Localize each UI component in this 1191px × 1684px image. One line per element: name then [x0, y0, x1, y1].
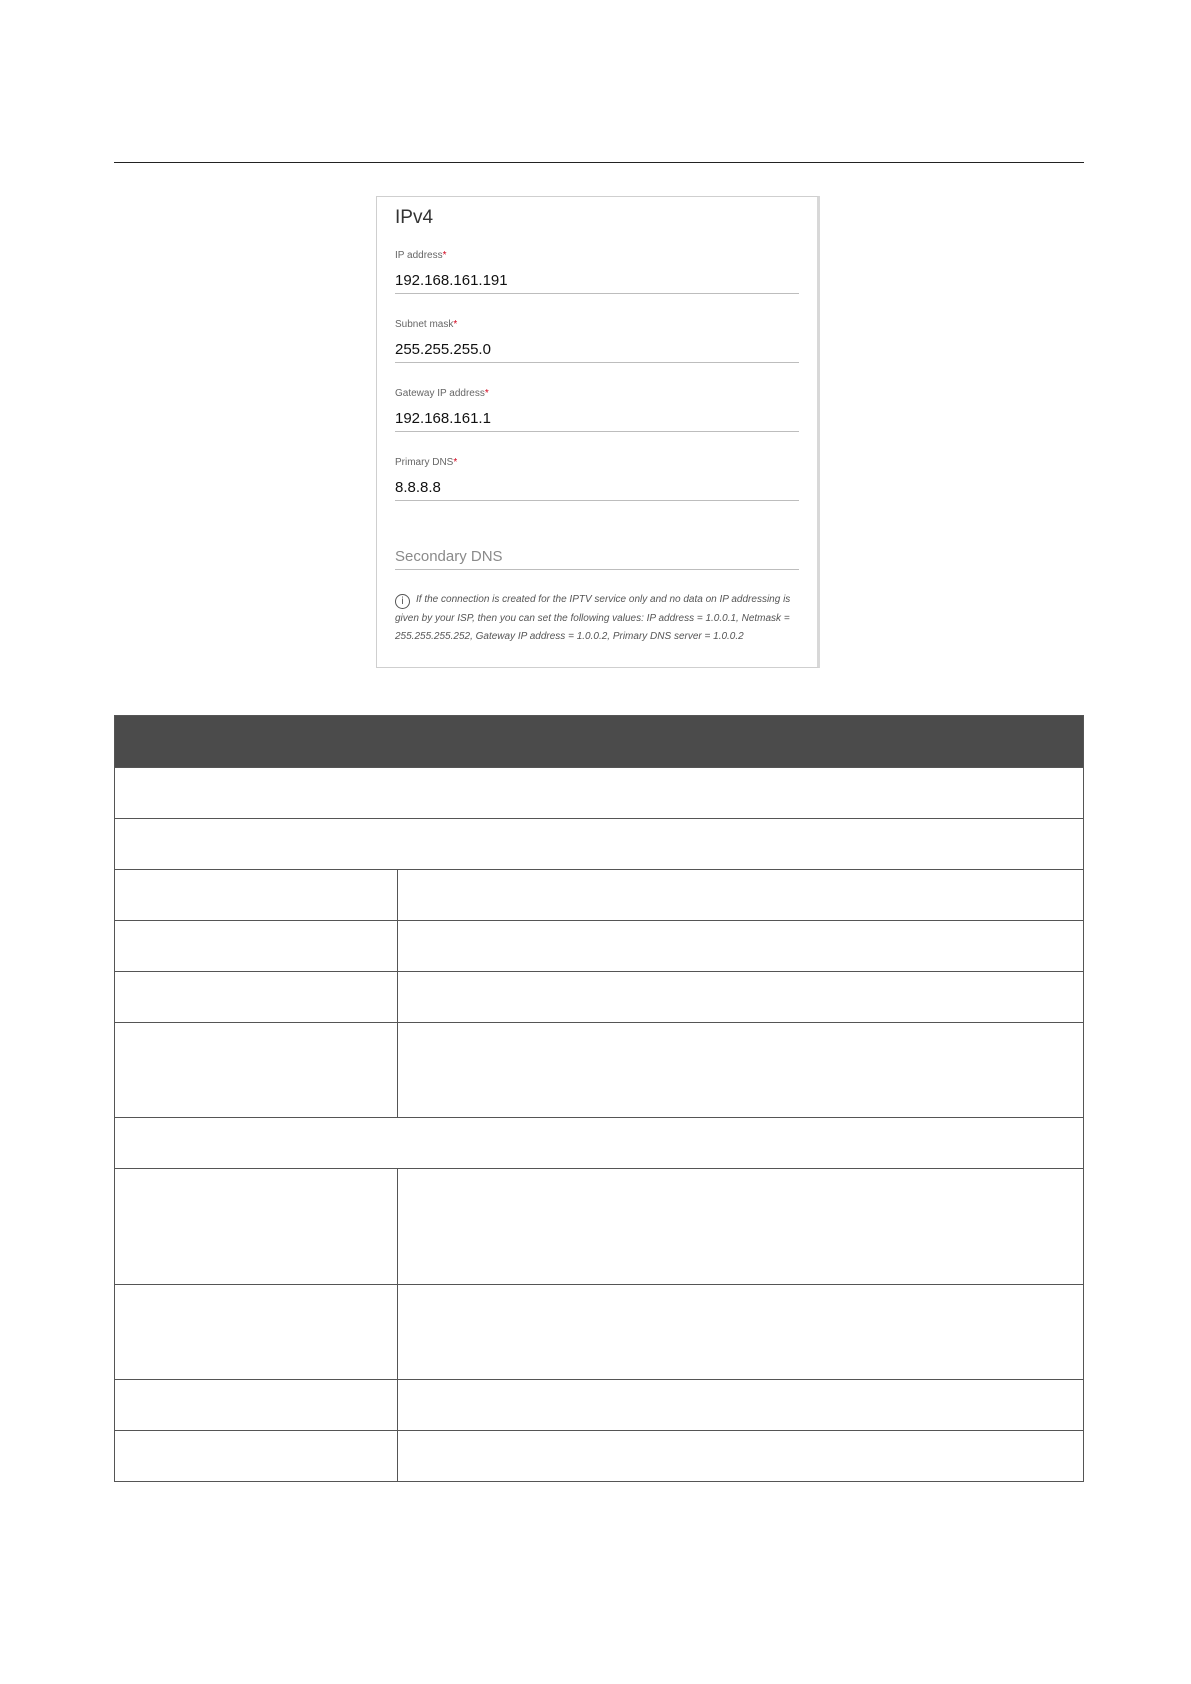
table-cell: [115, 1431, 398, 1482]
table-cell: [115, 1023, 398, 1118]
required-mark: *: [453, 319, 458, 330]
gateway-ip-input[interactable]: [395, 405, 799, 432]
table-row: [115, 1118, 1084, 1169]
primary-dns-label: Primary DNS: [395, 457, 454, 468]
required-mark: *: [453, 457, 458, 468]
required-mark: *: [442, 250, 447, 261]
table-cell: [115, 972, 398, 1023]
ip-address-field: [395, 250, 799, 310]
subnet-mask-input[interactable]: [395, 336, 799, 363]
table-cell: [115, 870, 398, 921]
table-row: [115, 1380, 1084, 1431]
table-header-cell: [115, 716, 1084, 768]
table-row: [115, 1169, 1084, 1285]
table-cell: [115, 1285, 398, 1380]
subnet-mask-label: Subnet mask: [395, 319, 454, 330]
table-row: [115, 1285, 1084, 1380]
table-row: [115, 819, 1084, 870]
parameters-table: [114, 715, 1084, 1482]
table-cell: [398, 1431, 1084, 1482]
primary-dns-input[interactable]: [395, 474, 799, 501]
table-row: [115, 972, 1084, 1023]
iptv-note: [395, 591, 805, 647]
table-cell: [398, 921, 1084, 972]
table-row: [115, 870, 1084, 921]
top-divider: [114, 162, 1084, 163]
table-cell: [115, 1118, 1084, 1169]
table-cell: [115, 819, 1084, 870]
table-cell: [115, 1169, 398, 1285]
secondary-dns-input[interactable]: [395, 543, 799, 570]
table-cell: [398, 1380, 1084, 1431]
table-cell: [398, 972, 1084, 1023]
table-cell: [115, 768, 1084, 819]
gateway-ip-field: [395, 388, 799, 448]
table-cell: [398, 1285, 1084, 1380]
ip-address-label: IP address: [395, 250, 443, 261]
table-row: [115, 1431, 1084, 1482]
subnet-mask-field: [395, 319, 799, 379]
table-row: [115, 768, 1084, 819]
secondary-dns-field: [395, 526, 799, 586]
gateway-ip-label: Gateway IP address: [395, 388, 485, 399]
table-row: [115, 1023, 1084, 1118]
panel-title: IPv4: [395, 207, 434, 228]
primary-dns-field: [395, 457, 799, 517]
table-cell: [115, 921, 398, 972]
table-cell: [398, 870, 1084, 921]
table-cell: [398, 1023, 1084, 1118]
table-cell: [115, 1380, 398, 1431]
table-cell: [398, 1169, 1084, 1285]
ipv4-settings-panel: [376, 196, 820, 668]
table-row: [115, 921, 1084, 972]
table-header-row: [115, 716, 1084, 768]
ip-address-input[interactable]: [395, 267, 799, 294]
required-mark: *: [484, 388, 489, 399]
iptv-note-text: If the connection is created for the IPTV service only and no data on IP addressing is given by your ISP, then you can set the following values: IP address = 1.0.0.1, Netmask = 255.255.255.252, Gateway IP address = 1.0.0.2, Primary DNS server = 1.0.0.2: [395, 594, 791, 642]
info-icon: i: [395, 594, 410, 609]
